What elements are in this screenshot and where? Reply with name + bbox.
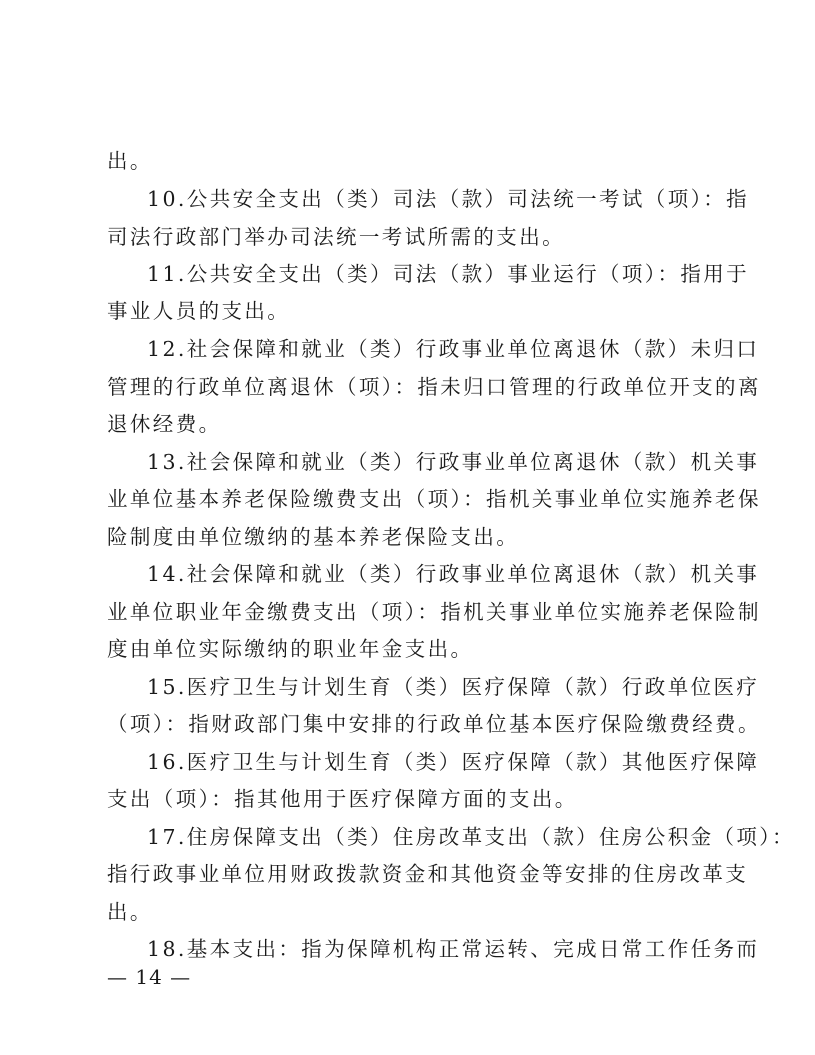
text-line: 退休经费。: [107, 412, 222, 436]
item-10-line: 10.公共安全支出（类）司法（款）司法统一考试（项）：指: [147, 187, 750, 211]
item-16-line: 16.医疗卫生与计划生育（类）医疗保障（款）其他医疗保障: [147, 750, 760, 774]
item-18-line: 18.基本支出：指为保障机构正常运转、完成日常工作任务而: [147, 937, 760, 961]
text-line: 业单位职业年金缴费支出（项）：指机关事业单位实施养老保险制: [107, 600, 761, 624]
text-line: 出。: [107, 149, 153, 173]
text-line: 司法行政部门举办司法统一考试所需的支出。: [107, 225, 565, 249]
text-line: 险制度由单位缴纳的基本养老保险支出。: [107, 525, 520, 549]
item-17-line: 17.住房保障支出（类）住房改革支出（款）住房公积金（项）：: [147, 825, 795, 849]
text-line: 支出（项）：指其他用于医疗保障方面的支出。: [107, 787, 578, 811]
item-11-line: 11.公共安全支出（类）司法（款）事业运行（项）：指用于: [147, 262, 750, 286]
text-line: 出。: [107, 900, 153, 924]
item-13-line: 13.社会保障和就业（类）行政事业单位离退休（款）机关事: [147, 450, 760, 474]
page-number: — 14 —: [107, 965, 192, 989]
item-12-line: 12.社会保障和就业（类）行政事业单位离退休（款）未归口: [147, 337, 760, 361]
item-15-line: 15.医疗卫生与计划生育（类）医疗保障（款）行政单位医疗: [147, 675, 760, 699]
text-line: 业单位基本养老保险缴费支出（项）：指机关事业单位实施养老保: [107, 487, 761, 511]
text-line: 管理的行政单位离退休（项）：指未归口管理的行政单位开支的离: [107, 375, 761, 399]
text-line: （项）：指财政部门集中安排的行政单位基本医疗保险缴费经费。: [107, 712, 761, 736]
text-line: 指行政事业单位用财政拨款资金和其他资金等安排的住房改革支: [107, 862, 749, 886]
text-line: 度由单位实际缴纳的职业年金支出。: [107, 637, 474, 661]
text-line: 事业人员的支出。: [107, 299, 291, 323]
item-14-line: 14.社会保障和就业（类）行政事业单位离退休（款）机关事: [147, 562, 760, 586]
